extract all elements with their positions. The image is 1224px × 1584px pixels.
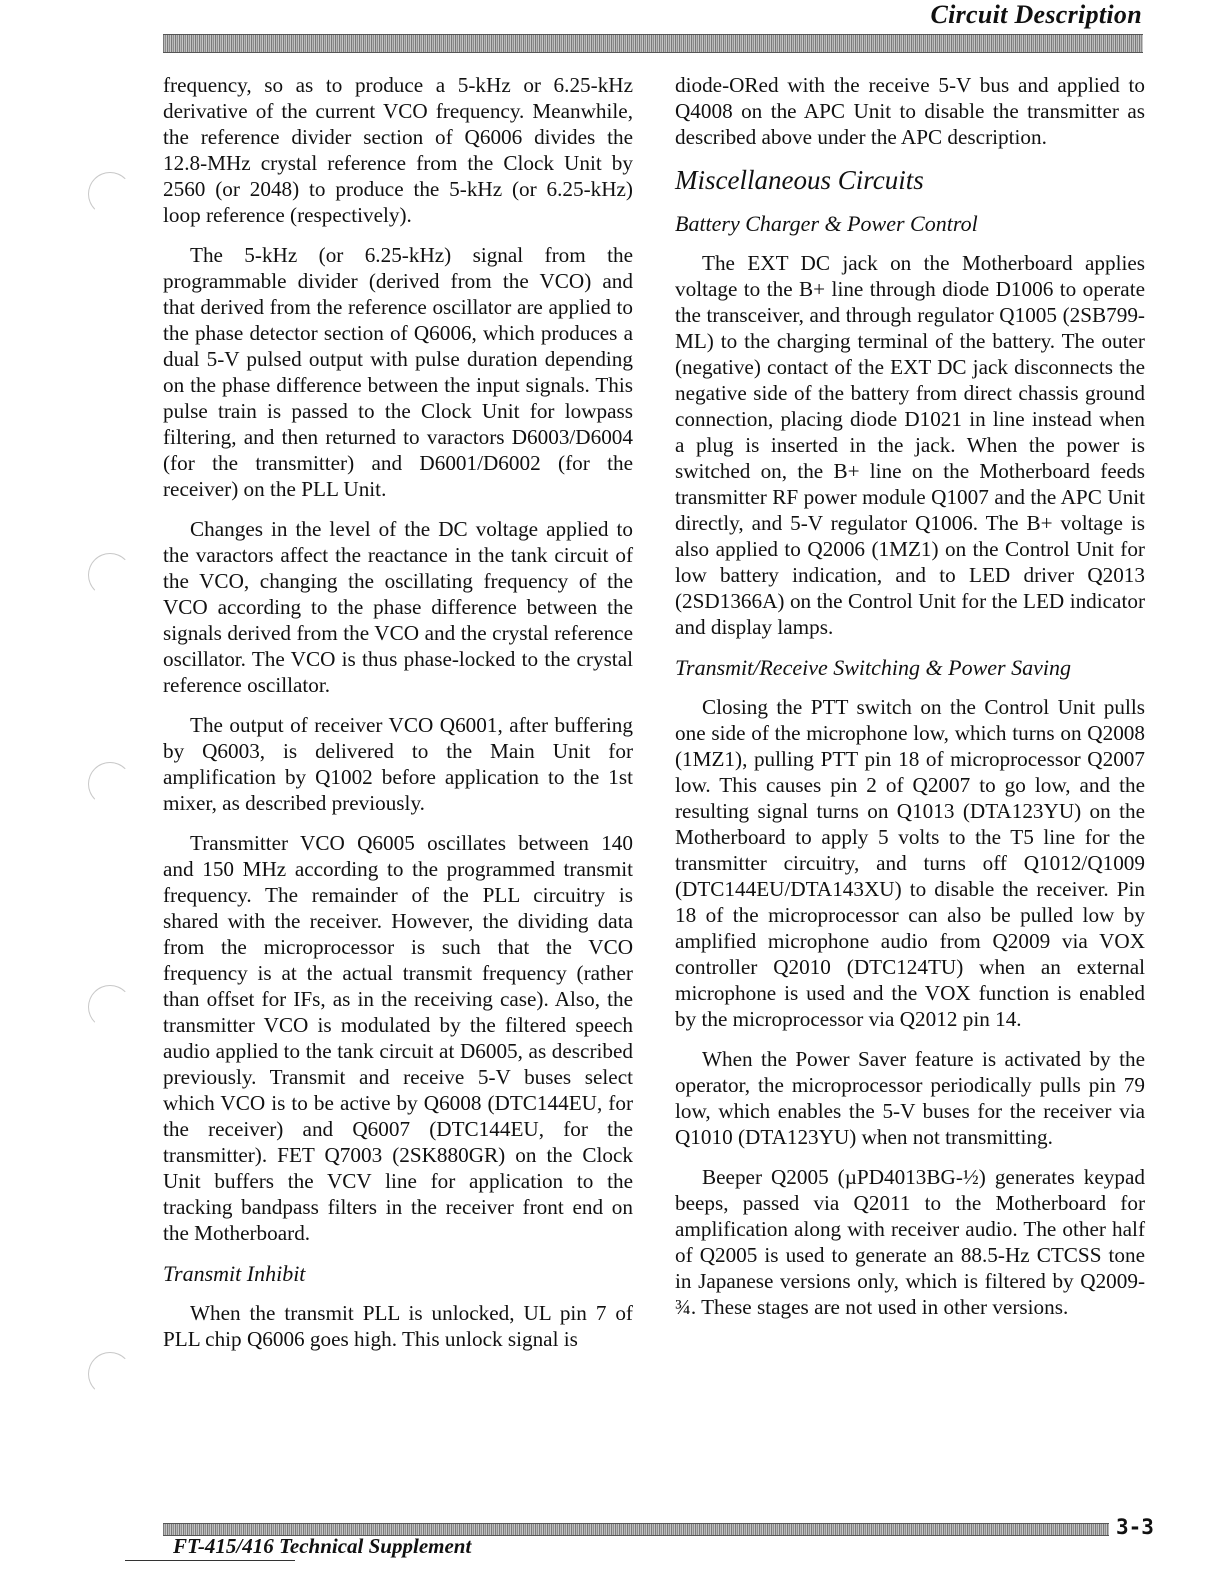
body-paragraph: Changes in the level of the DC voltage applied to the varactors affect the reactance in the tank circuit of the VCO, changing the oscillating frequency of the VCO according to the phase difference between the signals derived from the VCO and the crystal reference oscillator. The VCO is thus phase-locked to the crystal reference oscillator. <box>163 517 633 697</box>
punch-hole-mark <box>88 172 132 216</box>
punch-hole-mark <box>88 985 132 1029</box>
punch-hole-mark <box>88 762 132 806</box>
section-heading-misc: Miscellaneous Circuits <box>675 165 924 195</box>
body-paragraph: When the transmit PLL is unlocked, UL pin 7 of PLL chip Q6006 goes high. This unlock signal is <box>163 1301 633 1351</box>
body-paragraph: Beeper Q2005 (µPD4013BG-½) generates keypad beeps, passed via Q2011 to the Motherboard for amplification along with receiver audio. The other half of Q2005 is used to generate an 88.5-Hz CTCSS tone in Japanese versions only, which is filtered by Q2009-¾. These stages are not used in other versions. <box>675 1165 1145 1319</box>
page-number: 3-3 <box>1116 1515 1154 1539</box>
punch-hole-mark <box>88 553 132 597</box>
footer-underline <box>125 1560 295 1561</box>
body-paragraph: When the Power Saver feature is activated by the operator, the microprocessor periodically pulls pin 79 low, which enables the 5-V buses for the receiver via Q1010 (DTA123YU) when not transmitting. <box>675 1047 1145 1149</box>
header-rule <box>163 34 1143 53</box>
body-paragraph: The EXT DC jack on the Motherboard applies voltage to the B+ line through diode D1006 to operate the transceiver, and through regulator Q1005 (2SB799-ML) to the charging terminal of the battery. The outer (negative) contact of the EXT DC jack disconnects the negative side of the battery from direct chassis ground connection, placing diode D1021 in line instead when a plug is inserted in the jack. When the power is switched on, the B+ line on the Motherboard feeds transmitter RF power module Q1007 and the APC Unit directly, and 5-V regulator Q1006. The B+ voltage is also applied to Q2006 (1MZ1) on the Control Unit for low battery indication, and to LED driver Q2013 (2SD1366A) on the Control Unit for the LED indicator and display lamps. <box>675 251 1145 639</box>
left-column <box>163 72 633 1366</box>
body-paragraph: frequency, so as to produce a 5-kHz or 6.25-kHz derivative of the current VCO frequency. Meanwhile, the reference divider section of Q6006 divides the 12.8-MHz crystal reference from the Clock Unit by 2560 (or 2048) to produce the 5-kHz (or 6.25-kHz) loop reference (respectively). <box>163 73 633 227</box>
body-paragraph: diode-ORed with the receive 5-V bus and applied to Q4008 on the APC Unit to disable the transmitter as described above under the APC description. <box>675 73 1145 149</box>
right-column <box>675 72 1145 1334</box>
body-paragraph: Closing the PTT switch on the Control Unit pulls one side of the microphone low, which turns on Q2008 (1MZ1), pulling PTT pin 18 of microprocessor Q2007 low. This causes pin 2 of Q2007 to go low, and the resulting signal turns on Q1013 (DTA123YU) on the Motherboard to apply 5 volts to the T5 line for the transmitter circuitry, and turns off Q1012/Q1009 (DTC144EU/DTA143XU) to disable the receiver. Pin 18 of the microprocessor can also be pulled low by amplified microphone audio from Q2009 via VOX controller Q2010 (DTC124TU) when an external microphone is used and the VOX function is enabled by the microprocessor via Q2012 pin 14. <box>675 695 1145 1031</box>
punch-hole-mark <box>88 1352 132 1396</box>
body-paragraph: Transmitter VCO Q6005 oscillates between 140 and 150 MHz according to the programmed transmit frequency. The remainder of the PLL circuitry is shared with the receiver. However, the dividing data from the microprocessor is such that the VCO frequency is at the actual transmit frequency (rather than offset for IFs, as in the receiving case). Also, the transmitter VCO is modulated by the filtered speech audio applied to the tank circuit at D6005, as described previously. Transmit and receive 5-V buses select which VCO is to be active by Q6008 (DTC144EU, for the receiver) and Q6007 (DTC144EU, for the transmitter). FET Q7003 (2SK880GR) on the Clock Unit buffers the VCV line for application to the tracking bandpass filters in the receiver front end on the Motherboard. <box>163 831 633 1245</box>
body-paragraph: The 5-kHz (or 6.25-kHz) signal from the programmable divider (derived from the VCO) and that derived from the reference oscillator are applied to the phase detector section of Q6006, which produces a dual 5-V pulsed output with pulse duration depending on the phase difference between the input signals. This pulse train is passed to the Clock Unit for lowpass filtering, and then returned to varactors D6003/D6004 (for the transmitter) and D6001/D6002 (for the receiver) on the PLL Unit. <box>163 243 633 501</box>
page-header-title: Circuit Description <box>930 0 1142 29</box>
subheading-tr-switching: Transmit/Receive Switching & Power Saving <box>675 655 1071 680</box>
transmit-inhibit-heading: Transmit Inhibit <box>163 1261 306 1286</box>
subheading-battery: Battery Charger & Power Control <box>675 211 978 236</box>
footer-title: FT-415/416 Technical Supplement <box>173 1534 472 1558</box>
body-paragraph: The output of receiver VCO Q6001, after buffering by Q6003, is delivered to the Main Unit for amplification by Q1002 before application to the 1st mixer, as described previously. <box>163 713 633 815</box>
